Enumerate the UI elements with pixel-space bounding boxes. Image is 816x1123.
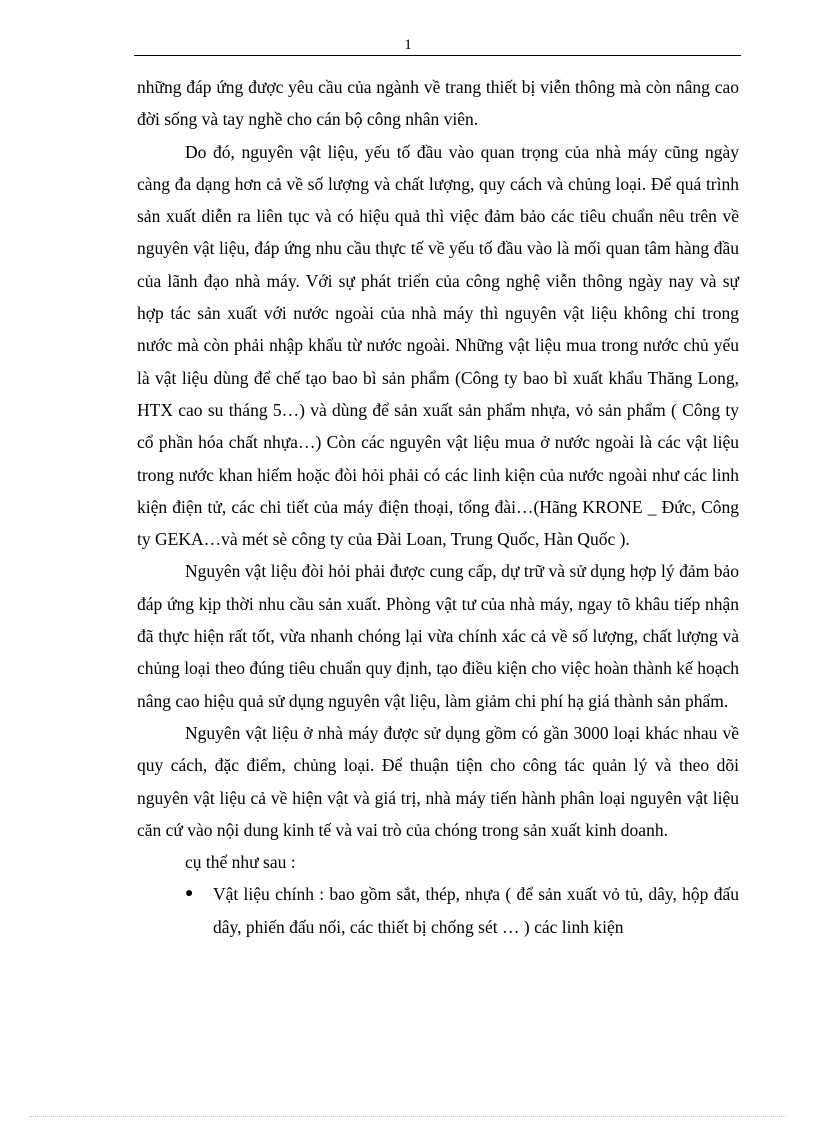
list-item-text: Vật liệu chính : bao gồm sắt, thép, nhựa ( để sản xuất vỏ tủ, dây, hộp đấu dây, phiến đấu nối, các thiết bị chống sét … ) các linh kiện: [213, 884, 739, 937]
bullet-icon: ●: [185, 886, 194, 902]
paragraph-classification: Nguyên vật liệu ở nhà máy được sử dụng gồm có gần 3000 loại khác nhau về quy cách, đặc điểm, chủng loại. Để thuận tiện cho công tác quản lý và theo dõi nguyên vật liệu cả về hiện vật và giá trị, nhà máy tiến hành phân loại nguyên vật liệu căn cứ vào nội dung kinh tế và vai trò của chóng trong sản xuất kinh doanh.: [137, 722, 739, 840]
list-item: [137, 878, 739, 943]
list-intro: cụ thể như sau :: [185, 852, 296, 873]
page-number: 1: [404, 37, 412, 53]
document-body: [137, 71, 739, 943]
paragraph-materials-overview: Do đó, nguyên vật liệu, yếu tố đầu vào quan trọng của nhà máy cũng ngày càng đa dạng hơn cả về số lượng và chất lượng, quy cách và chủng loại. Để quá trình sản xuất diễn ra liên tục và có hiệu quả thì việc đảm bảo các tiêu chuẩn nêu trên về nguyên vật liệu, đáp ứng nhu cầu thực tế về yếu tố đầu vào là mối quan tâm hàng đầu của lãnh đạo nhà máy. Với sự phát triển của công nghệ viễn thông ngày nay và sự hợp tác sản xuất với nước ngoài của nhà máy thì nguyên vật liệu không chỉ trong nước mà còn phải nhập khẩu từ nước ngoài. Những vật liệu mua trong nước chủ yếu là vật liệu dùng để chế tạo bao bì sản phẩm (Công ty bao bì xuất khẩu Thăng Long, HTX cao su tháng 5…) và dùng để sản xuất sản phẩm nhựa, vỏ sản phẩm ( Công ty cổ phần hóa chất nhựa…) Còn các nguyên vật liệu mua ở nước ngoài là các vật liệu trong nước khan hiếm hoặc đòi hỏi phải có các linh kiện của nước ngoài như các linh kiện điện tử, các chi tiết của máy điện thoại, tổng đài…(Hãng KRONE _ Đức, Công ty GEKA…và mét sè công ty của Đài Loan, Trung Quốc, Hàn Quốc ).: [137, 141, 739, 550]
header-rule: [134, 55, 741, 56]
paragraph-continued: những đáp ứng được yêu cầu của ngành về trang thiết bị viễn thông mà còn nâng cao đời sống và tay nghề cho cán bộ công nhân viên.: [137, 77, 739, 130]
page-bottom-border: [30, 1116, 786, 1117]
paragraph-supply-management: Nguyên vật liệu đòi hỏi phải được cung cấp, dự trữ và sử dụng hợp lý đảm bảo đáp ứng kịp thời nhu cầu sản xuất. Phòng vật tư của nhà máy, ngay tõ khâu tiếp nhận đã thực hiện rất tốt, vừa nhanh chóng lại vừa chính xác cả về số lượng, chất lượng và chủng loại theo đúng tiêu chuẩn quy định, tạo điều kiện cho việc hoàn thành kế hoạch nâng cao hiệu quả sử dụng nguyên vật liệu, làm giảm chi phí hạ giá thành sản phẩm.: [137, 561, 739, 711]
